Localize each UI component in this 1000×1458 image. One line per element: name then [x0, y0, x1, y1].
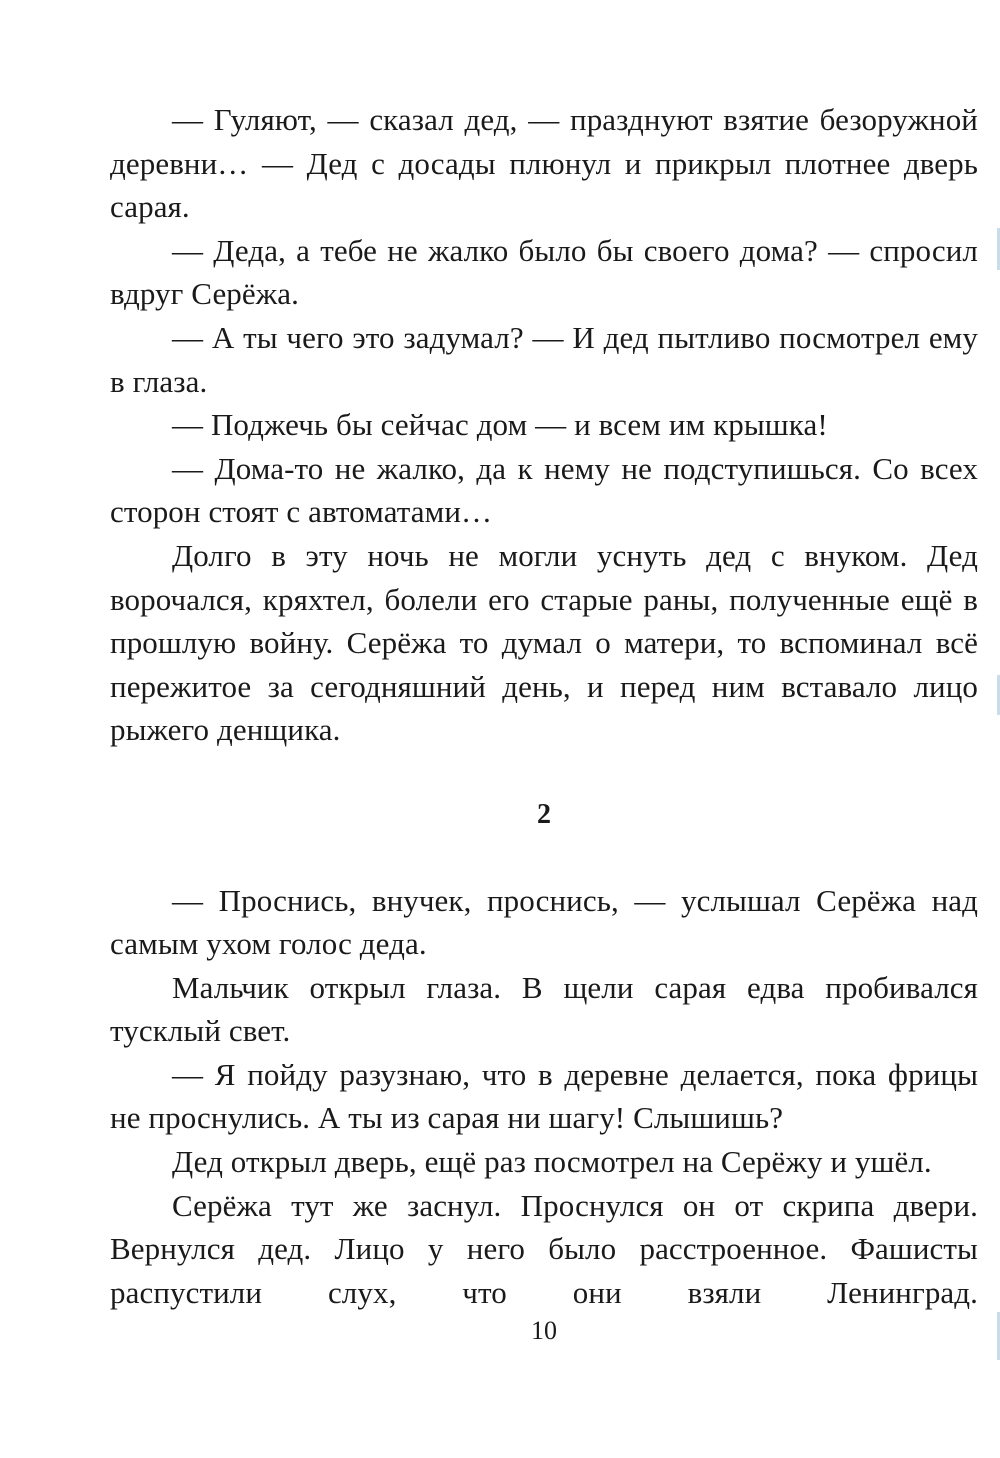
paragraph: — А ты чего это задумал? — И дед пытливо посмотрел ему в глаза. [110, 319, 978, 399]
paragraph: — Деда, а тебе не жалко было бы своего дома? — спросил вдруг Серёжа. [110, 232, 978, 312]
page-number: 10 [531, 1316, 557, 1345]
paragraph: — Дома-то не жалко, да к нему не подступишься. Со всех сторон стоят с автоматами… [110, 450, 978, 530]
paragraph: — Гуляют, — сказал дед, — празднуют взятие безоружной деревни… — Дед с досады плюнул и прикрыл плотнее дверь сарая. [110, 102, 978, 225]
paragraph: Серёжа тут же заснул. Проснулся он от скрипа двери. Вернулся дед. Лицо у него было расстроенное. Фашисты распустили слух, что они взяли Ленинград. [110, 1187, 978, 1310]
paragraph: — Поджечь бы сейчас дом — и всем им крышка! [172, 407, 828, 443]
paragraph: Долго в эту ночь не могли уснуть дед с внуком. Дед ворочался, кряхтел, болели его старые раны, полученные ещё в прошлую войну. Серёжа то думал о матери, то вспоминал всё пережитое за сегодняшний день, и перед ним вставало лицо рыжего денщика. [110, 537, 978, 748]
paragraph: — Я пойду разузнаю, что в деревне делается, пока фрицы не проснулись. А ты из сарая ни шагу! Слышишь? [110, 1056, 978, 1136]
section-one-text [110, 98, 978, 752]
paragraph: — Проснись, внучек, проснись, — услышал Серёжа над самым ухом голос деда. [110, 882, 978, 962]
paragraph: Мальчик открыл глаза. В щели сарая едва пробивался тусклый свет. [110, 969, 978, 1049]
paragraph: Дед открыл дверь, ещё раз посмотрел на Серёжу и ушёл. [172, 1144, 932, 1180]
chapter-number: 2 [537, 798, 551, 830]
section-two-text [110, 879, 978, 1315]
book-page [110, 98, 978, 1438]
